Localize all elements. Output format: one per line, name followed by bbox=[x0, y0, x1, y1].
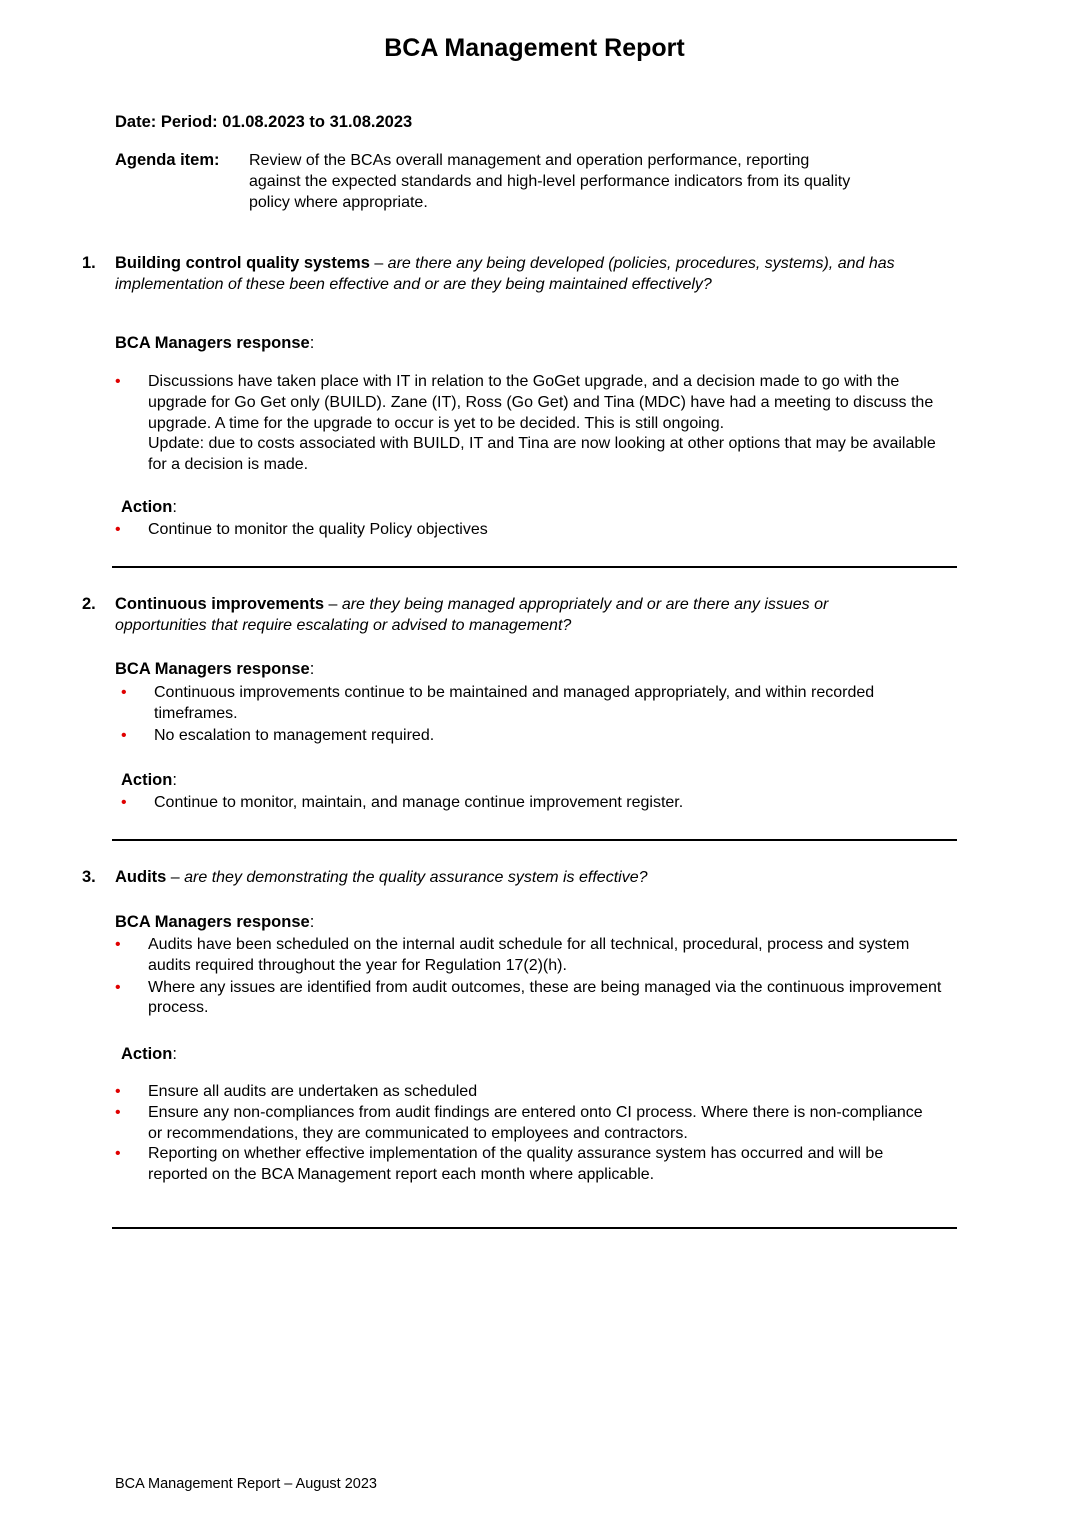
bullet-icon: • bbox=[115, 1145, 121, 1163]
page-title: BCA Management Report bbox=[384, 34, 685, 62]
response-item: Where any issues are identified from audit outcomes, these are being managed via the continuous improvement process. bbox=[148, 978, 942, 1017]
section-dash: – bbox=[324, 596, 342, 613]
bullet-icon: • bbox=[115, 521, 121, 538]
section-title: Continuous improvements bbox=[115, 595, 325, 613]
action-item: Ensure all audits are undertaken as scheduled bbox=[148, 1083, 478, 1100]
action-label: Action: bbox=[121, 771, 177, 789]
section-title: Audits bbox=[115, 868, 167, 886]
section-number: 2. bbox=[82, 595, 96, 613]
list-item bbox=[115, 1103, 925, 1145]
response-label: BCA Managers response: bbox=[115, 334, 315, 352]
response-item: Discussions have taken place with IT in relation to the GoGet upgrade, and a decision made to go with the upgrade for Go Get only (BUILD). Zane (IT), Ross (Go Get) and Tina (MDC) have had a meeting to discuss the upgrade. A time for the upgrade to occur is yet to be decided. This is still ongoing. Update: due to costs associated with BUILD, IT and Tina are now looking at other options that may be available for a decision is made. bbox=[148, 373, 936, 474]
bullet-icon: • bbox=[115, 1083, 121, 1100]
section-dash: – bbox=[166, 869, 185, 886]
action-item: Continue to monitor the quality Policy objectives bbox=[148, 521, 488, 538]
bullet-icon: • bbox=[115, 936, 121, 953]
section-title: Building control quality systems bbox=[115, 254, 370, 272]
section-number: 1. bbox=[82, 254, 96, 272]
report-period: Date: Period: 01.08.2023 to 31.08.2023 bbox=[115, 113, 413, 131]
section-question: are they being managed appropriately and or are there any issues or opportunities that require escalating or advised to management? bbox=[115, 596, 829, 634]
list-item bbox=[115, 978, 950, 1020]
section-dash: – bbox=[369, 255, 388, 272]
list-item bbox=[115, 1082, 925, 1103]
response-list bbox=[121, 683, 921, 746]
page-footer: BCA Management Report – August 2023 bbox=[115, 1476, 377, 1492]
list-item bbox=[115, 372, 945, 476]
list-item bbox=[121, 793, 941, 814]
response-item: Continuous improvements continue to be maintained and managed appropriately, and within recorded timeframes. bbox=[154, 684, 875, 722]
bullet-icon: • bbox=[115, 978, 121, 996]
list-item bbox=[121, 726, 921, 747]
response-label: BCA Managers response: bbox=[115, 913, 315, 931]
section-question: are they demonstrating the quality assurance system is effective? bbox=[184, 869, 648, 886]
action-item: Reporting on whether effective implementation of the quality assurance system has occurred and will be reported on the BCA Management report each month where applicable. bbox=[148, 1145, 884, 1184]
response-item: No escalation to management required. bbox=[154, 726, 435, 744]
list-item bbox=[121, 683, 921, 725]
response-list bbox=[115, 372, 945, 476]
action-label: Action: bbox=[121, 1045, 177, 1063]
action-item: Ensure any non-compliances from audit findings are entered onto CI process. Where there is non-compliance or recommendations, they are communicated to employees and contractors. bbox=[148, 1103, 923, 1142]
action-list bbox=[115, 520, 945, 541]
response-label: BCA Managers response: bbox=[115, 660, 315, 678]
response-item: Audits have been scheduled on the internal audit schedule for all technical, procedural, process and system audits required throughout the year for Regulation 17(2)(h). bbox=[148, 936, 910, 974]
response-list bbox=[115, 935, 950, 1019]
agenda-label: Agenda item: bbox=[115, 151, 220, 169]
action-list bbox=[121, 793, 941, 814]
bullet-icon: • bbox=[115, 1103, 121, 1121]
section-divider bbox=[112, 1227, 957, 1229]
section-divider bbox=[112, 839, 957, 841]
action-item: Continue to monitor, maintain, and manage continue improvement register. bbox=[154, 794, 684, 811]
section-number: 3. bbox=[82, 868, 96, 886]
section-divider bbox=[112, 566, 957, 568]
bullet-icon: • bbox=[121, 794, 127, 811]
bullet-icon: • bbox=[121, 726, 127, 744]
agenda-text: Review of the BCAs overall management and operation performance, reporting against the expected standards and high-level performance indicators from its quality policy where appropriate. bbox=[249, 152, 851, 211]
bullet-icon: • bbox=[115, 373, 121, 390]
action-list bbox=[115, 1082, 925, 1186]
section-heading bbox=[115, 594, 905, 637]
action-label: Action: bbox=[121, 498, 177, 516]
list-item bbox=[115, 935, 950, 977]
section-heading bbox=[115, 253, 975, 296]
section-question: are there any being developed (policies, procedures, systems), and has implementation of these been effective and or are they being maintained effectively? bbox=[115, 255, 895, 293]
bullet-icon: • bbox=[121, 684, 127, 701]
list-item bbox=[115, 520, 945, 541]
section-heading bbox=[115, 867, 975, 889]
list-item bbox=[115, 1144, 925, 1186]
